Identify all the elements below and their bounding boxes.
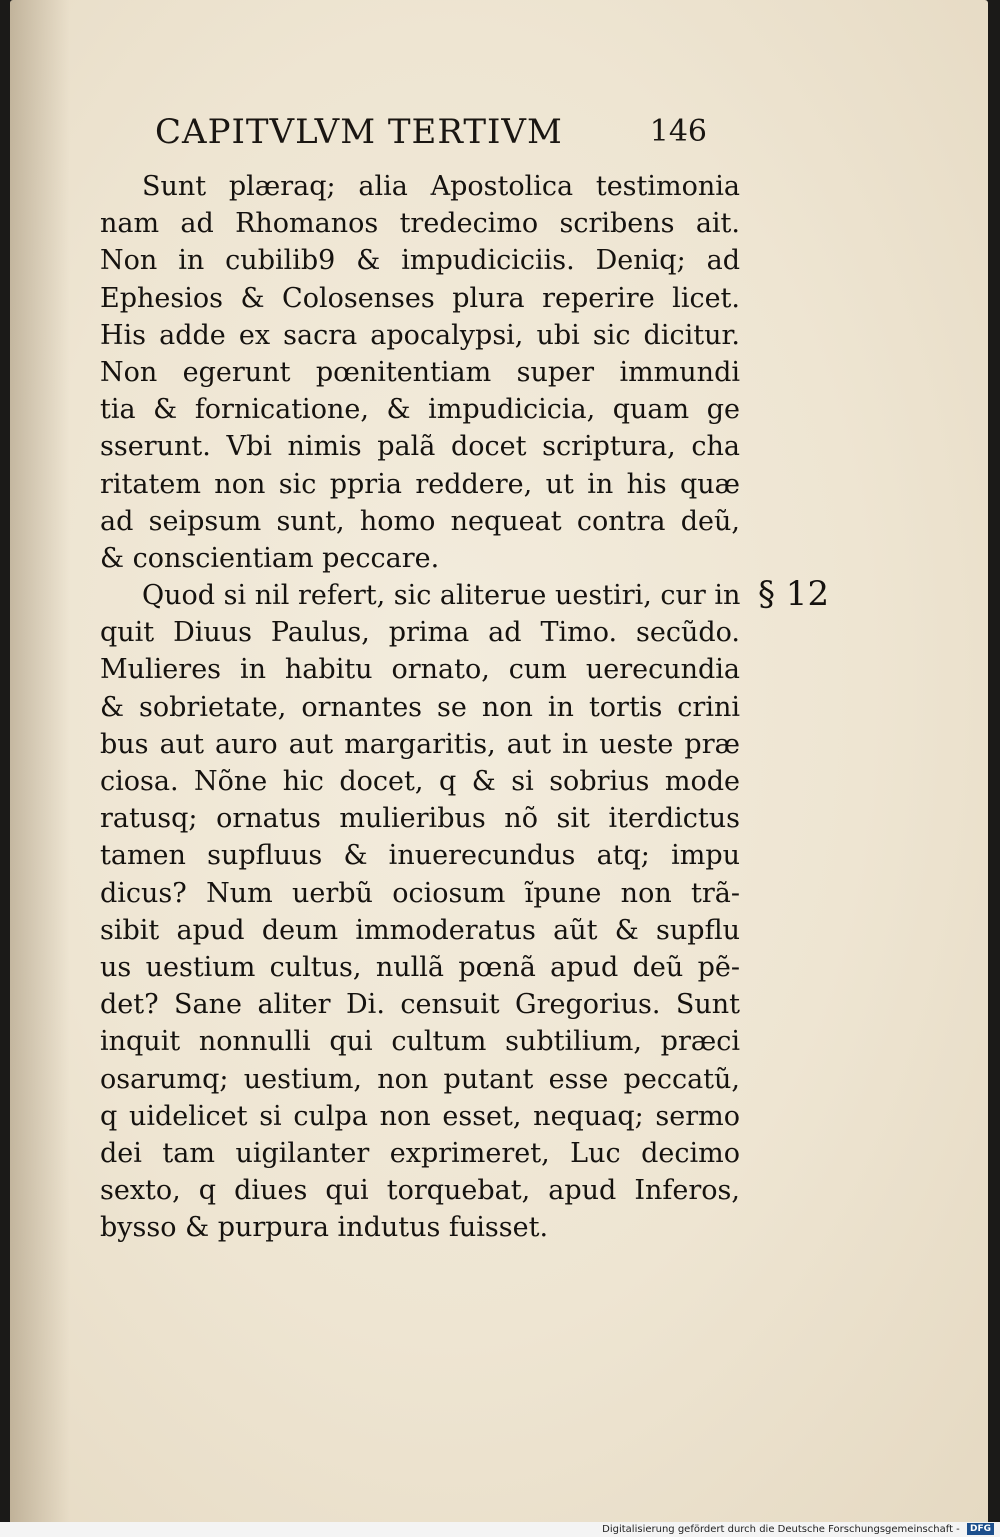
text-line: sexto, q diues qui torquebat, apud Inferos, <box>100 1175 740 1207</box>
text-line: us uestium cultus, nullã pœnã apud deũ pẽ- <box>100 951 740 983</box>
digitization-footer <box>0 1522 1000 1537</box>
text-line: tamen supfluus & inuerecundus atq; impu <box>100 840 740 872</box>
text-line: dei tam uigilanter exprimeret, Luc decimo <box>100 1137 740 1169</box>
text-line: det? Sane aliter Di. censuit Gregorius. Sunt <box>100 989 740 1021</box>
text-line: dicus? Num uerbũ ociosum ĩpune non trã- <box>100 877 740 909</box>
text-line: sserunt. Vbi nimis palã docet scriptura, cha <box>100 431 740 463</box>
text-line: sibit apud deum immoderatus aũt & supflu <box>100 914 740 946</box>
text-line: His adde ex sacra apocalypsi, ubi sic dicitur. <box>100 319 740 351</box>
text-line: ad seipsum sunt, homo nequeat contra deũ, <box>100 505 740 537</box>
text-line: Mulieres in habitu ornato, cum uerecundia <box>100 654 740 686</box>
text-line: bus aut auro aut margaritis, aut in ueste præ <box>100 728 740 760</box>
credit-text: Digitalisierung gefördert durch die Deutsche Forschungsgemeinschaft - <box>602 1524 960 1535</box>
text-line: Ephesios & Colosenses plura reperire licet. <box>100 282 740 314</box>
page-header <box>145 108 725 156</box>
text-line: q uidelicet si culpa non esset, nequaq; sermo <box>100 1100 740 1132</box>
text-line: tia & fornicatione, & impudicicia, quam ge <box>100 394 740 426</box>
text-line: bysso & purpura indutus fuisset. <box>100 1212 549 1244</box>
book-page <box>10 0 988 1522</box>
page-gutter-shadow <box>10 0 70 1522</box>
text-line: inquit nonnulli qui cultum subtilium, præci <box>100 1026 740 1058</box>
text-line: osarumq; uestium, non putant esse peccatũ, <box>100 1063 740 1095</box>
page-number: 146 <box>649 114 707 149</box>
text-line: & conscientiam peccare. <box>100 542 440 574</box>
main-text <box>100 168 740 1246</box>
funding-credit <box>602 1522 994 1537</box>
text-line: nam ad Rhomanos tredecimo scribens ait. <box>100 208 740 240</box>
text-line: & sobrietate, ornantes se non in tortis crini <box>100 691 740 723</box>
text-line: ritatem non sic ppria reddere, ut in his quæ <box>100 468 740 500</box>
dfg-logo-icon: DFG <box>967 1523 994 1535</box>
text-line: Non egerunt pœnitentiam super immundi <box>100 356 740 388</box>
text-line: quit Diuus Paulus, prima ad Timo. secũdo. <box>100 617 740 649</box>
text-line: ciosa. Nõne hic docet, q & si sobrius mode <box>100 766 740 797</box>
text-line: ratusq; ornatus mulieribus nõ sit iterdictus <box>100 803 740 835</box>
text-line: Non in cubilib9 & impudiciciis. Deniq; ad <box>100 245 740 277</box>
marginal-note: § 12 <box>758 574 830 614</box>
text-line: Quod si nil refert, sic aliterue uestiri, cur in <box>142 580 741 612</box>
text-line: Sunt plæraq; alia Apostolica testimonia <box>142 171 740 202</box>
running-head: CAPITVLVM TERTIVM <box>155 112 563 152</box>
